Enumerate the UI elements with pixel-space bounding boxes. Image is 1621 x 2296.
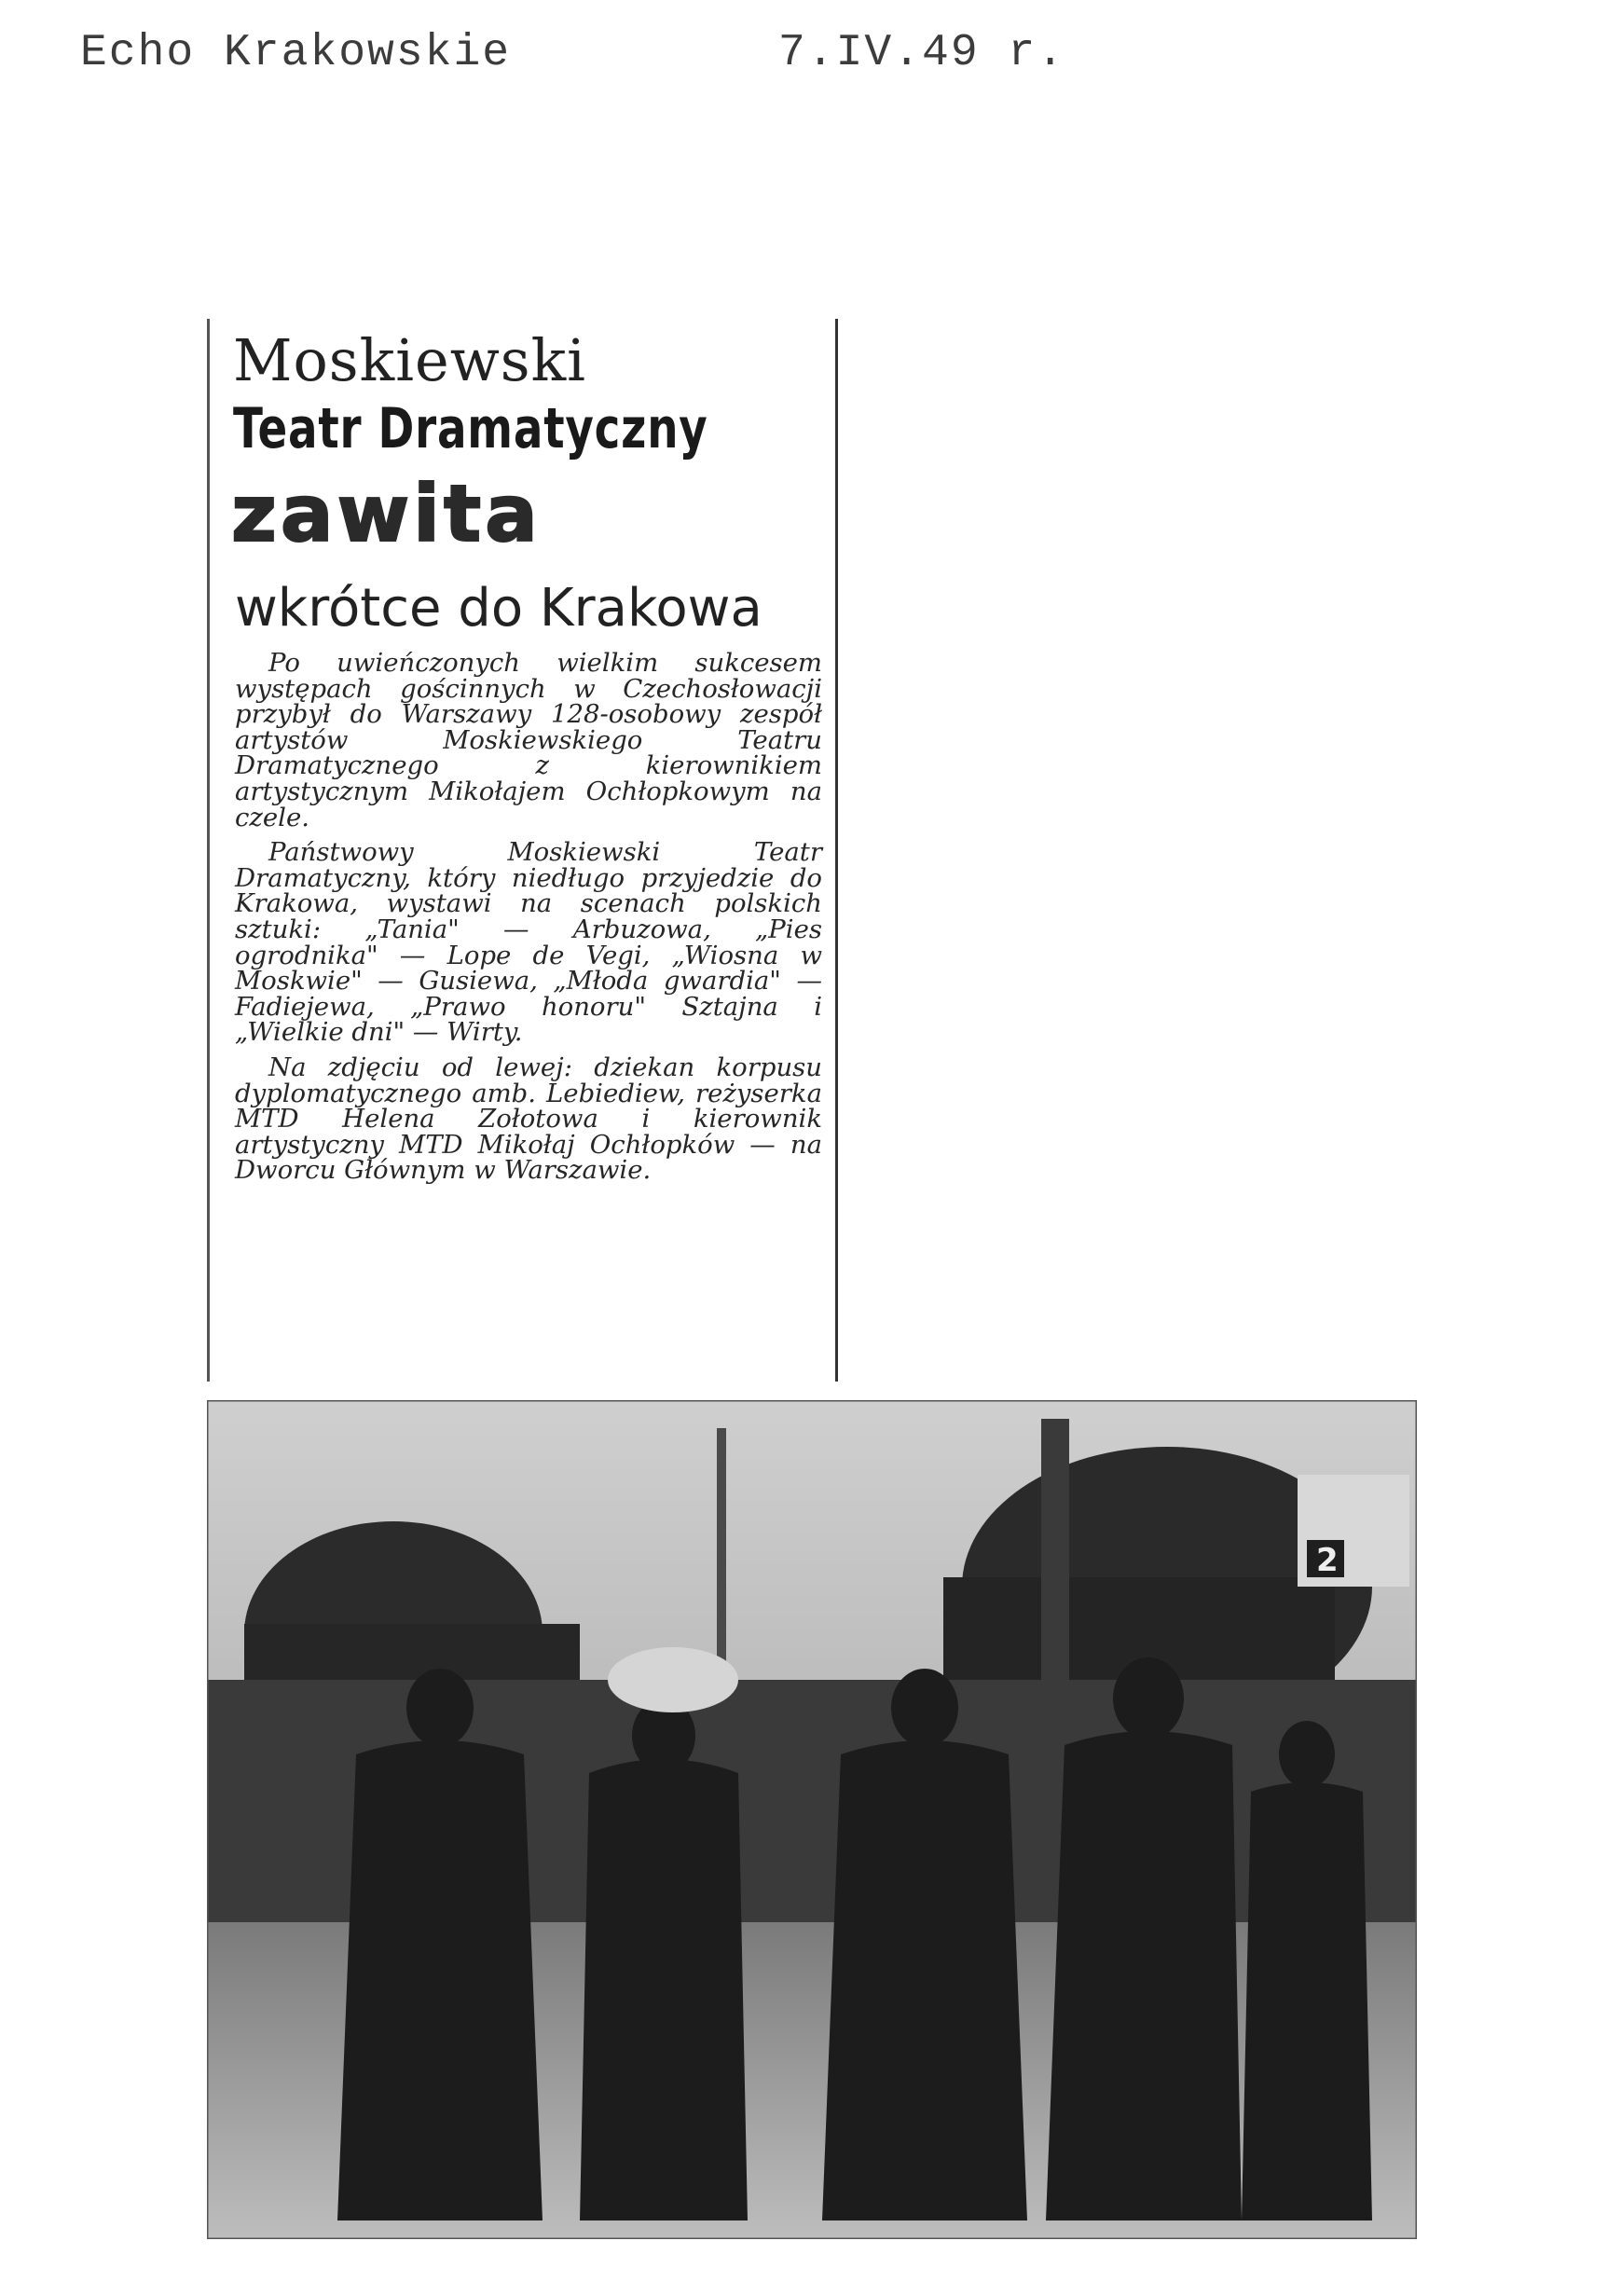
article-paragraph-1: Po uwieńczonych wielkim sukcesem występach gościnnych w Czechosłowacji przybył do Warszawy 128-osobowy zespół artystów Moskiewskiego Teatru Dramatycznego z kierownikiem artystycznym Mikołajem Ochłopkowym na czele. [235, 648, 822, 832]
article-body [235, 648, 822, 1193]
article-paragraph-3: Na zdjęciu od lewej: dziekan korpusu dyplomatycznego amb. Lebiediew, reżyserka MTD Helena Zołotowa i kierownik artystyczny MTD Mikołaj Ochłopków — na Dworcu Głównym w Warszawie. [235, 1052, 822, 1186]
headline-line-3: zawita [231, 468, 542, 559]
article-paragraph-2: Państwowy Moskiewski Teatr Dramatyczny, który niedługo przyjedzie do Krakowa, wystawi na scenach polskich sztuki: „Tania" — Arbuzowa, „Pies ogrodnika" — Lope de Vegi, „Wiosna w Moskwie" — Gusiewa, „Młoda gwardia" — Fadiejewa, „Prawo honoru" Sztajna i „Wielkie dni" — Wirty. [235, 837, 822, 1048]
hat-highlight [608, 1647, 738, 1712]
source-label: Echo Krakowskie [80, 28, 512, 78]
clipping-right-edge [835, 319, 838, 1382]
headline-line-2: Teatr Dramatyczny [233, 396, 708, 461]
clipping-left-edge [207, 319, 210, 1382]
headline-line-1: Moskiewski [233, 326, 587, 394]
station-sign-number: 2 [1316, 1542, 1339, 1579]
date-label: 7.IV.49 r. [778, 28, 1066, 78]
lamp-pole [717, 1428, 726, 1670]
news-photo [207, 1400, 1417, 2239]
headline-line-4: wkrótce do Krakowa [235, 578, 762, 639]
station-photo-illustration [207, 1400, 1417, 2239]
signal-pole [1041, 1419, 1069, 1680]
